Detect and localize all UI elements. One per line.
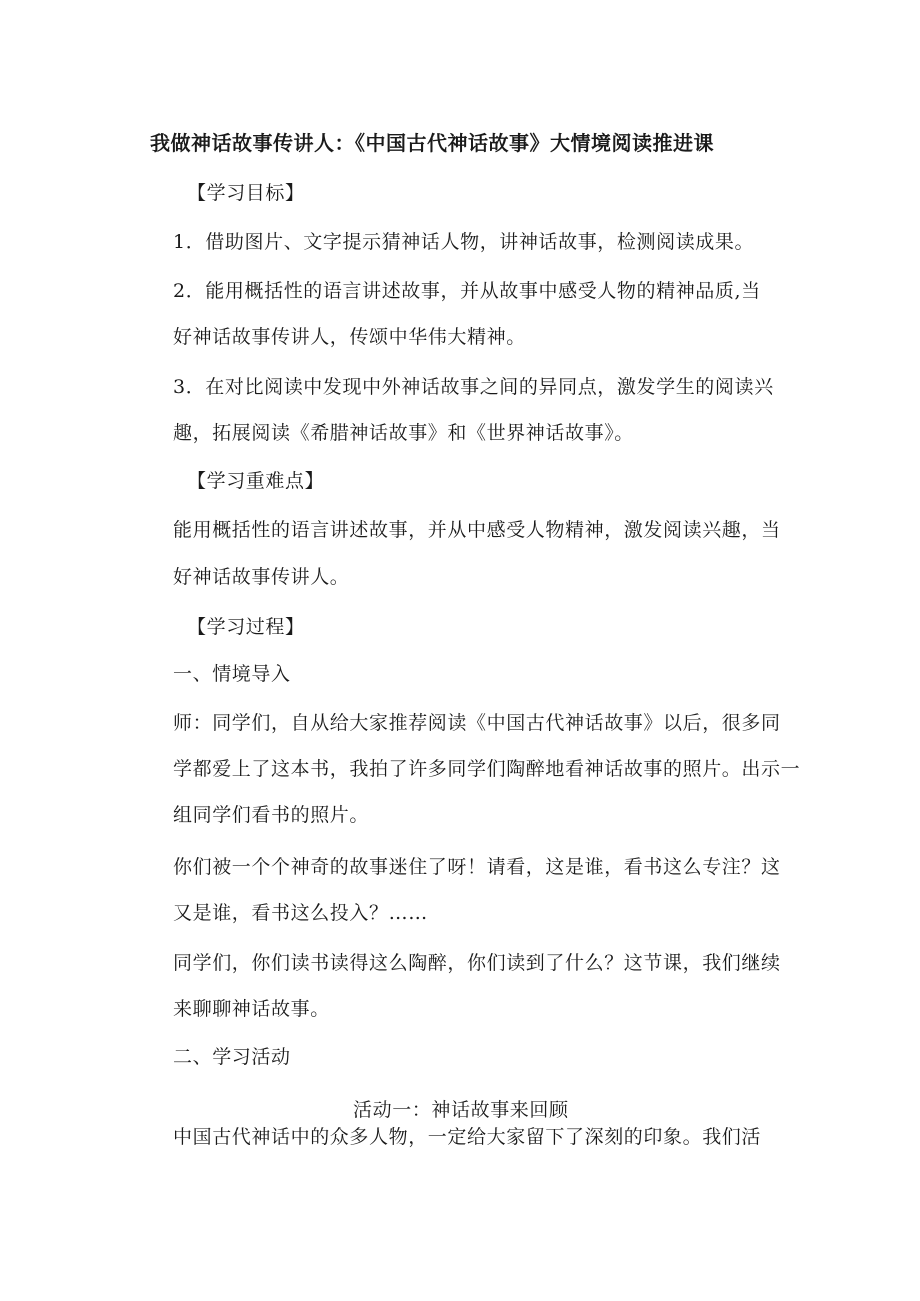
paragraph-continue-line-2: 来聊聊神话故事。 bbox=[173, 998, 330, 1020]
paragraph-continue: 同学们，你们读书读得这么陶醉，你们读到了什么？这节课，我们继续 bbox=[173, 952, 781, 974]
objective-2-continued: 好神话故事传讲人，传颂中华伟大精神。 bbox=[173, 326, 526, 348]
objective-3-continued: 趣，拓展阅读《希腊神话故事》和《世界神话故事》。 bbox=[173, 422, 634, 444]
activity-one-text: 中国古代神话中的众多人物，一定给大家留下了深刻的印象。我们活 bbox=[173, 1126, 762, 1148]
paragraph-teacher-line-2: 学都爱上了这本书，我拍了许多同学们陶醉地看神话故事的照片。出示一 bbox=[173, 758, 801, 780]
subheading-activities: 二、学习活动 bbox=[173, 1046, 291, 1068]
paragraph-question: 你们被一个个神奇的故事迷住了呀！请看，这是谁，看书这么专注？这 bbox=[173, 856, 781, 878]
activity-one-heading: 活动一：神话故事来回顾 bbox=[353, 1099, 569, 1121]
document-title: 我做神话故事传讲人：《中国古代神话故事》大情境阅读推进课 bbox=[150, 131, 714, 155]
key-points-text: 能用概括性的语言讲述故事，并从中感受人物精神，激发阅读兴趣，当 bbox=[173, 519, 781, 541]
section-heading-process: 【学习过程】 bbox=[187, 616, 305, 638]
section-heading-objectives: 【学习目标】 bbox=[187, 182, 305, 204]
objective-2: 2．能用概括性的语言讲述故事，并从故事中感受人物的精神品质,当 bbox=[173, 280, 761, 302]
objective-1: 1．借助图片、文字提示猜神话人物，讲神话故事，检测阅读成果。 bbox=[173, 231, 755, 253]
paragraph-teacher-line-3: 组同学们看书的照片。 bbox=[173, 804, 370, 826]
section-heading-key-points: 【学习重难点】 bbox=[187, 470, 325, 492]
paragraph-teacher: 师：同学们，自从给大家推荐阅读《中国古代神话故事》以后，很多同 bbox=[173, 712, 781, 734]
objective-3: 3．在对比阅读中发现中外神话故事之间的异同点，激发学生的阅读兴 bbox=[173, 376, 774, 398]
subheading-introduction: 一、情境导入 bbox=[173, 663, 291, 685]
key-points-text-continued: 好神话故事传讲人。 bbox=[173, 566, 350, 588]
paragraph-question-line-2: 又是谁，看书这么投入？…… bbox=[173, 902, 428, 924]
